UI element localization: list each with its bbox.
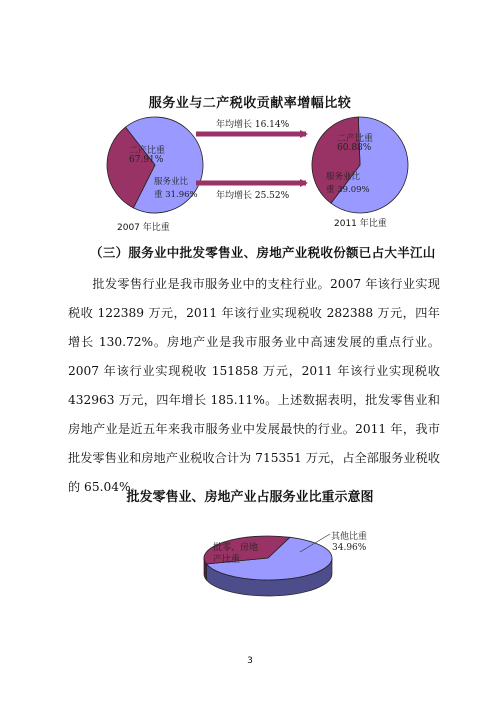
arrow-top-label: 年均增长 16.14% bbox=[216, 120, 290, 130]
pie2007-a-label1: 二产比重 bbox=[129, 146, 166, 156]
pie2007-b-label1: 服务业比 bbox=[154, 177, 189, 187]
pie2007-caption: 2007 年比重 bbox=[117, 223, 170, 233]
chart2-b-label2: 34.96% bbox=[332, 543, 367, 553]
chart2-a-label1: 批零、房地 bbox=[213, 543, 259, 553]
page-number: 3 bbox=[247, 656, 253, 666]
paragraph-text: 批发零售行业是我市服务业中的支柱行业。2007 年该行业实现税收 122389 万元，2011 年该行业实现税收 282388 万元，四年增长 130.72%。房地产业是我市服务业中高速发展的重点行业。2007 年该行业实现税收 151858 万元，2011 年该行业实现税收 432963 万元，四年增长 185.11%。上述数据表明，批发零售业和房地产业是近五年来我市服务业中发展最快的行业。2011 年，我市批发零售业和房地产业税收合计为 715351 万元，占全部服务业税收的 65.04%。 bbox=[68, 277, 440, 494]
pie2007-b-label2: 重 31.96% bbox=[154, 190, 198, 200]
section-heading: （三）服务业中批发零售业、房地产业税收份额已占大半江山 bbox=[90, 245, 436, 260]
pie2011-a-label1: 二产比重 bbox=[337, 134, 374, 144]
pie2011-a-label2: 60.88% bbox=[337, 143, 372, 153]
pie2011-b-label2: 重 39.09% bbox=[326, 185, 370, 195]
pie2007-a-label2: 67.91% bbox=[129, 155, 164, 165]
chart2-a-label2: 产比重 bbox=[213, 555, 241, 565]
chart1-title: 服务业与二产税收贡献率增幅比较 bbox=[148, 96, 352, 111]
pie2011-b-label1: 服务业比 bbox=[326, 172, 361, 182]
pie2011-caption: 2011 年比重 bbox=[334, 219, 387, 229]
chart2-b-label1: 其他比重 bbox=[331, 532, 368, 542]
chart2-title: 批发零售业、房地产业占服务业比重示意图 bbox=[126, 490, 374, 505]
arrow-bottom-label: 年均增长 25.52% bbox=[216, 191, 290, 201]
body-paragraph bbox=[68, 270, 440, 502]
